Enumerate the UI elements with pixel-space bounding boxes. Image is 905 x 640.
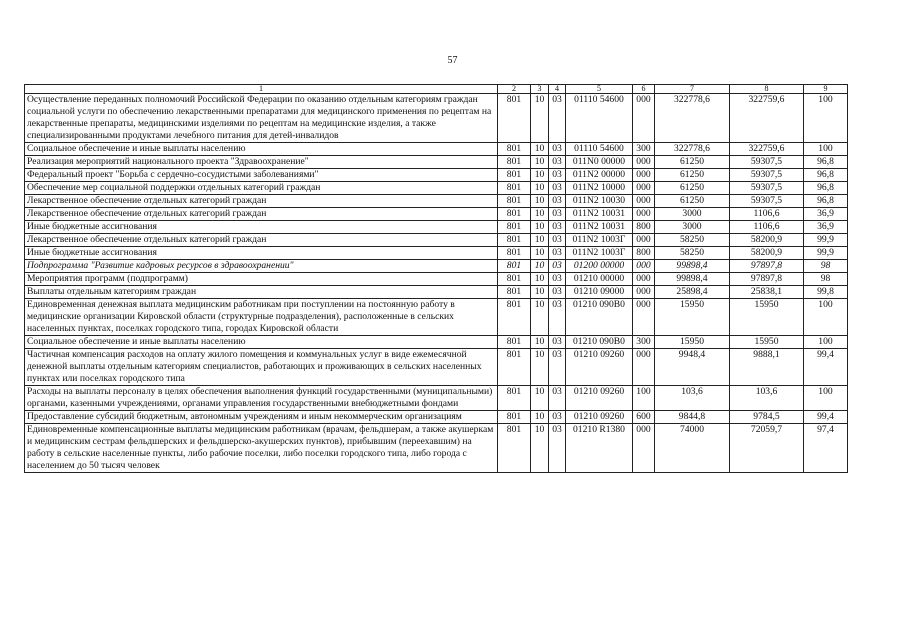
ministry-code: 801 bbox=[498, 182, 531, 195]
subsection-code: 03 bbox=[549, 94, 566, 143]
plan-amount: 74000 bbox=[655, 424, 730, 473]
execution-percent: 96,8 bbox=[804, 195, 848, 208]
ministry-code: 801 bbox=[498, 299, 531, 336]
expense-type-code: 600 bbox=[633, 411, 655, 424]
ministry-code: 801 bbox=[498, 386, 531, 411]
plan-amount: 103,6 bbox=[655, 386, 730, 411]
row-name: Единовременные компенсационные выплаты медицинским работникам (врачам, фельдшерам, а также акушеркам и медицинским сестрам фельдшерских и фельдшерско-акушерских пунктов), прибывшим (переехавшим) на работу в сельские населенные пункты, либо рабочие поселки, либо поселки городского типа, либо города с населением до 50 тысяч человек bbox=[25, 424, 498, 473]
ministry-code: 801 bbox=[498, 208, 531, 221]
execution-percent: 99,9 bbox=[804, 234, 848, 247]
header-col-2: 2 bbox=[498, 85, 531, 94]
expense-type-code: 000 bbox=[633, 94, 655, 143]
ministry-code: 801 bbox=[498, 195, 531, 208]
actual-amount: 59307,5 bbox=[730, 169, 804, 182]
target-article-code: 01210 R1380 bbox=[566, 424, 633, 473]
actual-amount: 97897,8 bbox=[730, 273, 804, 286]
budget-execution-table bbox=[24, 84, 848, 473]
row-name: Иные бюджетные ассигнования bbox=[25, 247, 498, 260]
table-row bbox=[25, 156, 848, 169]
target-article-code: 011N2 1003Г bbox=[566, 247, 633, 260]
header-col-1: 1 bbox=[25, 85, 498, 94]
section-code: 10 bbox=[531, 247, 549, 260]
ministry-code: 801 bbox=[498, 424, 531, 473]
execution-percent: 100 bbox=[804, 336, 848, 349]
ministry-code: 801 bbox=[498, 260, 531, 273]
ministry-code: 801 bbox=[498, 247, 531, 260]
ministry-code: 801 bbox=[498, 349, 531, 386]
row-name: Иные бюджетные ассигнования bbox=[25, 221, 498, 234]
section-code: 10 bbox=[531, 234, 549, 247]
expense-type-code: 800 bbox=[633, 247, 655, 260]
table-row bbox=[25, 169, 848, 182]
actual-amount: 59307,5 bbox=[730, 182, 804, 195]
section-code: 10 bbox=[531, 195, 549, 208]
target-article-code: 01210 00000 bbox=[566, 273, 633, 286]
actual-amount: 322759,6 bbox=[730, 143, 804, 156]
plan-amount: 3000 bbox=[655, 208, 730, 221]
actual-amount: 97897,8 bbox=[730, 260, 804, 273]
expense-type-code: 000 bbox=[633, 182, 655, 195]
ministry-code: 801 bbox=[498, 94, 531, 143]
section-code: 10 bbox=[531, 424, 549, 473]
row-name: Реализация мероприятий национального проекта "Здравоохранение" bbox=[25, 156, 498, 169]
expense-type-code: 100 bbox=[633, 386, 655, 411]
row-name: Осуществление переданных полномочий Российской Федерации по оказанию отдельным категориям граждан социальной услуги по обеспечению лекарственными препаратами для медицинского применения по рецептам на лекарственные препараты, медицинскими изделиями по рецептам на медицинские изделия, а также специализированными продуктами лечебного питания для детей-инвалидов bbox=[25, 94, 498, 143]
table-row bbox=[25, 411, 848, 424]
plan-amount: 61250 bbox=[655, 156, 730, 169]
header-col-7: 7 bbox=[655, 85, 730, 94]
subsection-code: 03 bbox=[549, 386, 566, 411]
actual-amount: 15950 bbox=[730, 336, 804, 349]
section-code: 10 bbox=[531, 182, 549, 195]
execution-percent: 100 bbox=[804, 299, 848, 336]
subsection-code: 03 bbox=[549, 260, 566, 273]
actual-amount: 9888,1 bbox=[730, 349, 804, 386]
subsection-code: 03 bbox=[549, 234, 566, 247]
ministry-code: 801 bbox=[498, 156, 531, 169]
header-col-4: 4 bbox=[549, 85, 566, 94]
section-code: 10 bbox=[531, 143, 549, 156]
section-code: 10 bbox=[531, 169, 549, 182]
subsection-code: 03 bbox=[549, 424, 566, 473]
plan-amount: 322778,6 bbox=[655, 94, 730, 143]
actual-amount: 1106,6 bbox=[730, 221, 804, 234]
table-row bbox=[25, 247, 848, 260]
execution-percent: 99,4 bbox=[804, 349, 848, 386]
table-row bbox=[25, 349, 848, 386]
table-row bbox=[25, 260, 848, 273]
table-row bbox=[25, 424, 848, 473]
header-col-5: 5 bbox=[566, 85, 633, 94]
actual-amount: 103,6 bbox=[730, 386, 804, 411]
subsection-code: 03 bbox=[549, 143, 566, 156]
actual-amount: 322759,6 bbox=[730, 94, 804, 143]
ministry-code: 801 bbox=[498, 234, 531, 247]
row-name: Мероприятия программ (подпрограмм) bbox=[25, 273, 498, 286]
target-article-code: 01210 09260 bbox=[566, 349, 633, 386]
ministry-code: 801 bbox=[498, 411, 531, 424]
section-code: 10 bbox=[531, 299, 549, 336]
subsection-code: 03 bbox=[549, 169, 566, 182]
execution-percent: 100 bbox=[804, 143, 848, 156]
expense-type-code: 000 bbox=[633, 208, 655, 221]
plan-amount: 15950 bbox=[655, 299, 730, 336]
execution-percent: 96,8 bbox=[804, 182, 848, 195]
subsection-code: 03 bbox=[549, 195, 566, 208]
table-row bbox=[25, 336, 848, 349]
section-code: 10 bbox=[531, 94, 549, 143]
row-name: Лекарственное обеспечение отдельных категорий граждан bbox=[25, 195, 498, 208]
target-article-code: 01210 09260 bbox=[566, 386, 633, 411]
target-article-code: 01110 54600 bbox=[566, 143, 633, 156]
plan-amount: 61250 bbox=[655, 182, 730, 195]
target-article-code: 011N2 10031 bbox=[566, 208, 633, 221]
row-name: Федеральный проект "Борьба с сердечно-сосудистыми заболеваниями" bbox=[25, 169, 498, 182]
execution-percent: 96,8 bbox=[804, 156, 848, 169]
subsection-code: 03 bbox=[549, 299, 566, 336]
table-row bbox=[25, 208, 848, 221]
expense-type-code: 000 bbox=[633, 156, 655, 169]
header-col-6: 6 bbox=[633, 85, 655, 94]
actual-amount: 59307,5 bbox=[730, 195, 804, 208]
plan-amount: 99898,4 bbox=[655, 260, 730, 273]
target-article-code: 01210 090В0 bbox=[566, 299, 633, 336]
actual-amount: 58200,9 bbox=[730, 247, 804, 260]
expense-type-code: 000 bbox=[633, 424, 655, 473]
execution-percent: 36,9 bbox=[804, 221, 848, 234]
expense-type-code: 000 bbox=[633, 195, 655, 208]
row-name: Единовременная денежная выплата медицинским работникам при поступлении на постоянную работу в медицинские организации Кировской области (структурные подразделения), расположенные в сельских населенных пунктах, поселках городского типа, городах Кировской области bbox=[25, 299, 498, 336]
section-code: 10 bbox=[531, 386, 549, 411]
target-article-code: 011N2 1003Г bbox=[566, 234, 633, 247]
header-col-8: 8 bbox=[730, 85, 804, 94]
column-number-header-row bbox=[25, 85, 848, 94]
actual-amount: 59307,5 bbox=[730, 156, 804, 169]
actual-amount: 25838,1 bbox=[730, 286, 804, 299]
target-article-code: 011N2 10031 bbox=[566, 221, 633, 234]
subsection-code: 03 bbox=[549, 349, 566, 386]
row-name: Социальное обеспечение и иные выплаты населению bbox=[25, 143, 498, 156]
target-article-code: 01200 00000 bbox=[566, 260, 633, 273]
section-code: 10 bbox=[531, 221, 549, 234]
row-name: Социальное обеспечение и иные выплаты населению bbox=[25, 336, 498, 349]
row-name: Предоставление субсидий бюджетным, автономным учреждениям и иным некоммерческим организациям bbox=[25, 411, 498, 424]
ministry-code: 801 bbox=[498, 143, 531, 156]
ministry-code: 801 bbox=[498, 336, 531, 349]
subsection-code: 03 bbox=[549, 336, 566, 349]
plan-amount: 58250 bbox=[655, 234, 730, 247]
table-row bbox=[25, 299, 848, 336]
ministry-code: 801 bbox=[498, 273, 531, 286]
section-code: 10 bbox=[531, 286, 549, 299]
subsection-code: 03 bbox=[549, 411, 566, 424]
expense-type-code: 000 bbox=[633, 299, 655, 336]
section-code: 10 bbox=[531, 208, 549, 221]
execution-percent: 36,9 bbox=[804, 208, 848, 221]
execution-percent: 96,8 bbox=[804, 169, 848, 182]
expense-type-code: 000 bbox=[633, 234, 655, 247]
subsection-code: 03 bbox=[549, 221, 566, 234]
header-col-9: 9 bbox=[804, 85, 848, 94]
section-code: 10 bbox=[531, 336, 549, 349]
page-number: 57 bbox=[447, 55, 458, 66]
row-name: Лекарственное обеспечение отдельных категорий граждан bbox=[25, 234, 498, 247]
target-article-code: 011N2 00000 bbox=[566, 169, 633, 182]
expense-type-code: 300 bbox=[633, 143, 655, 156]
section-code: 10 bbox=[531, 156, 549, 169]
actual-amount: 58200,9 bbox=[730, 234, 804, 247]
plan-amount: 322778,6 bbox=[655, 143, 730, 156]
subsection-code: 03 bbox=[549, 156, 566, 169]
plan-amount: 9844,8 bbox=[655, 411, 730, 424]
actual-amount: 15950 bbox=[730, 299, 804, 336]
target-article-code: 01210 090В0 bbox=[566, 336, 633, 349]
table-row bbox=[25, 195, 848, 208]
table-row bbox=[25, 182, 848, 195]
table-row bbox=[25, 286, 848, 299]
target-article-code: 01210 09000 bbox=[566, 286, 633, 299]
row-name: Подпрограмма "Развитие кадровых ресурсов в здравоохранении" bbox=[25, 260, 498, 273]
table-row bbox=[25, 143, 848, 156]
expense-type-code: 800 bbox=[633, 221, 655, 234]
plan-amount: 99898,4 bbox=[655, 273, 730, 286]
table-row bbox=[25, 221, 848, 234]
execution-percent: 98 bbox=[804, 260, 848, 273]
execution-percent: 99,9 bbox=[804, 247, 848, 260]
expense-type-code: 300 bbox=[633, 336, 655, 349]
table-row bbox=[25, 273, 848, 286]
subsection-code: 03 bbox=[549, 208, 566, 221]
row-name: Частичная компенсация расходов на оплату жилого помещения и коммунальных услуг в виде ежемесячной денежной выплаты отдельным категориям специалистов, работающих и проживающих в сельских населенных пунктах или поселках городского типа bbox=[25, 349, 498, 386]
ministry-code: 801 bbox=[498, 286, 531, 299]
ministry-code: 801 bbox=[498, 169, 531, 182]
execution-percent: 100 bbox=[804, 94, 848, 143]
expense-type-code: 000 bbox=[633, 286, 655, 299]
subsection-code: 03 bbox=[549, 286, 566, 299]
subsection-code: 03 bbox=[549, 247, 566, 260]
row-name: Расходы на выплаты персоналу в целях обеспечения выполнения функций государственными (муниципальными) органами, казенными учреждениями, органами управления государственными внебюджетными фондами bbox=[25, 386, 498, 411]
actual-amount: 1106,6 bbox=[730, 208, 804, 221]
plan-amount: 61250 bbox=[655, 195, 730, 208]
table-row bbox=[25, 234, 848, 247]
expense-type-code: 000 bbox=[633, 169, 655, 182]
section-code: 10 bbox=[531, 273, 549, 286]
target-article-code: 011N0 00000 bbox=[566, 156, 633, 169]
actual-amount: 72059,7 bbox=[730, 424, 804, 473]
execution-percent: 99,8 bbox=[804, 286, 848, 299]
execution-percent: 100 bbox=[804, 386, 848, 411]
header-col-3: 3 bbox=[531, 85, 549, 94]
section-code: 10 bbox=[531, 349, 549, 386]
subsection-code: 03 bbox=[549, 273, 566, 286]
table-row bbox=[25, 94, 848, 143]
plan-amount: 3000 bbox=[655, 221, 730, 234]
target-article-code: 01210 09260 bbox=[566, 411, 633, 424]
subsection-code: 03 bbox=[549, 182, 566, 195]
row-name: Выплаты отдельным категориям граждан bbox=[25, 286, 498, 299]
plan-amount: 9948,4 bbox=[655, 349, 730, 386]
plan-amount: 58250 bbox=[655, 247, 730, 260]
expense-type-code: 000 bbox=[633, 260, 655, 273]
section-code: 10 bbox=[531, 260, 549, 273]
ministry-code: 801 bbox=[498, 221, 531, 234]
actual-amount: 9784,5 bbox=[730, 411, 804, 424]
execution-percent: 97,4 bbox=[804, 424, 848, 473]
target-article-code: 011N2 10030 bbox=[566, 195, 633, 208]
execution-percent: 99,4 bbox=[804, 411, 848, 424]
table-row bbox=[25, 386, 848, 411]
row-name: Обеспечение мер социальной поддержки отдельных категорий граждан bbox=[25, 182, 498, 195]
expense-type-code: 000 bbox=[633, 349, 655, 386]
execution-percent: 98 bbox=[804, 273, 848, 286]
target-article-code: 01110 54600 bbox=[566, 94, 633, 143]
plan-amount: 61250 bbox=[655, 169, 730, 182]
target-article-code: 011N2 10000 bbox=[566, 182, 633, 195]
expense-type-code: 000 bbox=[633, 273, 655, 286]
row-name: Лекарственное обеспечение отдельных категорий граждан bbox=[25, 208, 498, 221]
plan-amount: 25898,4 bbox=[655, 286, 730, 299]
plan-amount: 15950 bbox=[655, 336, 730, 349]
section-code: 10 bbox=[531, 411, 549, 424]
